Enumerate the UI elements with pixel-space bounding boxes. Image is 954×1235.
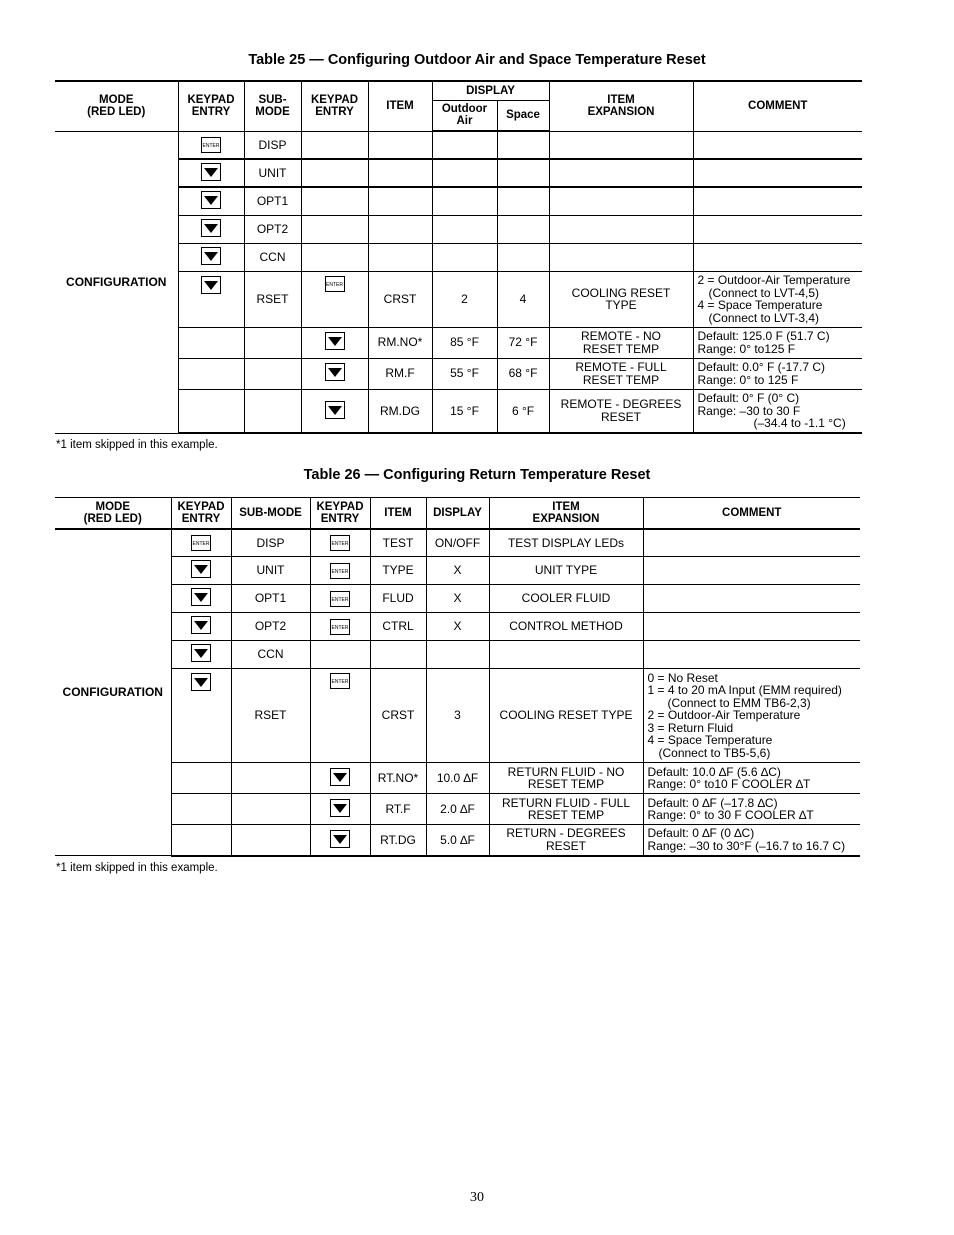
submode-cell: RSET — [231, 669, 310, 763]
down-arrow-key-icon — [201, 247, 221, 265]
comment-cell-line: Default: 125.0 F (51.7 C) — [697, 329, 830, 343]
enter-key-icon: ENTER — [330, 563, 350, 579]
comment-cell-line: Range: 0° to125 F — [697, 341, 796, 356]
item-expansion-cell — [549, 215, 693, 243]
submode-cell: UNIT — [244, 159, 301, 187]
display-cell: 5.0 ∆F — [426, 825, 489, 856]
comment-cell-line: Range: 0° to 125 F — [697, 372, 799, 387]
table-25-title: Table 25 — Configuring Outdoor Air and Space Temperature Reset — [248, 52, 706, 68]
item-cell: CRST — [370, 669, 426, 763]
submode-cell: DISP — [231, 529, 310, 557]
keypad-entry-cell — [310, 585, 370, 613]
comment-cell-line: Range: –30 to 30 F — [697, 403, 801, 418]
item-cell: RM.DG — [368, 389, 432, 433]
table-row — [55, 763, 860, 794]
submode-cell: DISP — [244, 131, 301, 159]
keypad-entry-cell — [171, 585, 231, 613]
item-expansion-cell-line: RESET TEMP — [527, 808, 605, 822]
table-25 — [55, 80, 862, 434]
item-cell: TEST — [370, 529, 426, 557]
display-cell: 3 — [426, 669, 489, 763]
empty-cell — [301, 131, 368, 159]
down-arrow-key-icon — [325, 332, 345, 350]
enter-key-icon: ENTER — [191, 535, 211, 551]
comment-cell-line: (Connect to LVT-3,4) — [708, 310, 820, 325]
table-row — [55, 669, 860, 763]
empty-cell — [301, 215, 368, 243]
submode-cell — [244, 389, 301, 433]
item-cell — [368, 187, 432, 215]
comment-cell-line: Default: 10.0 ∆F (5.6 ∆C) — [647, 764, 781, 779]
keypad-entry-cell — [310, 613, 370, 641]
keypad-entry-cell — [310, 669, 370, 763]
display-space-cell: 6 °F — [497, 389, 549, 433]
empty-cell — [178, 358, 244, 389]
item-cell: CTRL — [370, 613, 426, 641]
comment-cell-line: 3 = Return Fluid — [647, 720, 734, 735]
item-cell: RM.F — [368, 358, 432, 389]
comment-cell — [643, 613, 860, 641]
header-keypad-entry: KEYPAD ENTRY — [178, 81, 244, 131]
item-expansion-cell — [489, 529, 643, 557]
item-cell — [368, 243, 432, 271]
table-row — [55, 794, 860, 825]
comment-cell — [693, 358, 862, 389]
down-arrow-key-icon — [191, 673, 211, 691]
mode-configuration: CONFIGURATION — [55, 529, 171, 856]
comment-cell — [693, 131, 862, 159]
header-comment: COMMENT — [693, 81, 862, 131]
item-cell: RM.NO* — [368, 327, 432, 358]
submode-cell — [244, 358, 301, 389]
item-expansion-cell-line: TYPE — [605, 298, 637, 312]
header-item: ITEM — [370, 498, 426, 529]
comment-cell-line: 0 = No Reset — [647, 670, 718, 685]
item-expansion-cell — [549, 271, 693, 327]
submode-cell — [231, 794, 310, 825]
item-expansion-cell-line: RETURN - DEGREES — [506, 826, 626, 841]
keypad-entry-cell — [310, 529, 370, 557]
display-outdoor-cell: 85 °F — [432, 327, 497, 358]
table-row — [55, 529, 860, 557]
comment-cell — [693, 389, 862, 433]
keypad-entry-cell — [171, 613, 231, 641]
comment-cell-line: (Connect to EMM TB6-2,3) — [667, 695, 811, 710]
keypad-entry-cell — [310, 794, 370, 825]
empty-cell — [178, 327, 244, 358]
display-space-cell — [497, 187, 549, 215]
table-row — [55, 585, 860, 613]
header-display: DISPLAY — [426, 498, 489, 529]
item-cell — [368, 131, 432, 159]
comment-cell-line: Default: 0 ∆F (0 ∆C) — [647, 826, 755, 841]
empty-cell — [301, 243, 368, 271]
comment-cell — [643, 825, 860, 856]
comment-cell — [693, 327, 862, 358]
display-space-cell — [497, 131, 549, 159]
down-arrow-key-icon — [201, 276, 221, 294]
page-number: 30 — [470, 1190, 484, 1205]
comment-cell — [693, 271, 862, 327]
comment-cell-line: 1 = 4 to 20 mA Input (EMM required) — [647, 683, 842, 698]
down-arrow-key-icon — [191, 644, 211, 662]
item-expansion-cell — [489, 763, 643, 794]
item-expansion-cell-line: TEST DISPLAY LEDs — [507, 535, 625, 550]
enter-key-icon: ENTER — [330, 619, 350, 635]
item-expansion-cell-line: REMOTE - FULL — [575, 360, 667, 374]
display-outdoor-cell — [432, 187, 497, 215]
table-26 — [55, 497, 860, 857]
item-expansion-cell-line: RESET — [601, 409, 642, 424]
comment-cell — [693, 243, 862, 271]
display-space-cell: 72 °F — [497, 327, 549, 358]
keypad-entry-cell — [178, 243, 244, 271]
item-expansion-cell — [489, 825, 643, 856]
item-cell — [370, 641, 426, 669]
item-expansion-cell-line: REMOTE - DEGREES — [560, 397, 682, 412]
submode-cell: OPT2 — [231, 613, 310, 641]
comment-cell-line: 2 = Outdoor-Air Temperature — [647, 708, 801, 723]
display-cell: X — [426, 557, 489, 585]
comment-cell — [693, 159, 862, 187]
header-display: DISPLAY — [432, 81, 549, 100]
header-submode: SUB-MODE — [231, 498, 310, 529]
item-expansion-cell-line: CONTROL METHOD — [509, 619, 623, 634]
item-expansion-cell-line: RESET TEMP — [582, 341, 660, 356]
keypad-entry-cell — [178, 187, 244, 215]
display-outdoor-cell: 55 °F — [432, 358, 497, 389]
item-expansion-cell — [549, 187, 693, 215]
item-cell — [368, 159, 432, 187]
down-arrow-key-icon — [191, 588, 211, 606]
header-keypad-entry-2: KEYPAD ENTRY — [301, 81, 368, 131]
comment-cell-line: (Connect to TB5-5,6) — [658, 745, 771, 760]
submode-cell: OPT1 — [231, 585, 310, 613]
comment-cell — [643, 641, 860, 669]
table-row — [55, 613, 860, 641]
submode-cell — [231, 763, 310, 794]
submode-cell: CCN — [244, 243, 301, 271]
display-space-cell: 4 — [497, 271, 549, 327]
header-submode: SUB- MODE — [244, 81, 301, 131]
item-expansion-cell-line: UNIT TYPE — [534, 563, 598, 578]
keypad-entry-cell — [171, 557, 231, 585]
display-space-cell — [497, 215, 549, 243]
keypad-entry-cell — [178, 159, 244, 187]
keypad-entry-cell — [301, 358, 368, 389]
header-item: ITEM — [368, 81, 432, 131]
header-display-space: Space — [497, 100, 549, 131]
empty-cell — [178, 389, 244, 433]
empty-cell — [301, 187, 368, 215]
down-arrow-key-icon — [201, 191, 221, 209]
keypad-entry-cell — [301, 389, 368, 433]
display-outdoor-cell: 15 °F — [432, 389, 497, 433]
display-outdoor-cell — [432, 215, 497, 243]
display-cell: 10.0 ∆F — [426, 763, 489, 794]
down-arrow-key-icon — [191, 560, 211, 578]
comment-cell — [643, 557, 860, 585]
keypad-entry-cell — [178, 271, 244, 327]
item-expansion-cell — [549, 389, 693, 433]
item-expansion-cell-line: RESET TEMP — [582, 372, 660, 387]
item-expansion-cell — [489, 641, 643, 669]
header-display-outdoor-air: Outdoor Air — [432, 100, 497, 131]
item-expansion-cell — [489, 585, 643, 613]
comment-cell — [643, 585, 860, 613]
display-space-cell — [497, 159, 549, 187]
comment-cell-line: 4 = Space Temperature — [647, 733, 773, 748]
down-arrow-key-icon — [330, 799, 350, 817]
comment-cell — [693, 215, 862, 243]
empty-cell — [171, 825, 231, 856]
item-expansion-cell-line: RETURN FLUID - FULL — [501, 795, 630, 810]
item-expansion-cell — [489, 557, 643, 585]
display-cell — [426, 641, 489, 669]
item-expansion-cell-line: RESET TEMP — [527, 777, 605, 791]
comment-cell-line: Default: 0.0° F (-17.7 C) — [697, 360, 826, 374]
empty-cell — [301, 159, 368, 187]
table-25-body — [55, 131, 862, 433]
header-item-expansion: ITEM EXPANSION — [489, 498, 643, 529]
down-arrow-key-icon — [201, 163, 221, 181]
down-arrow-key-icon — [201, 219, 221, 237]
item-expansion-cell-line: COOLING RESET TYPE — [499, 708, 633, 723]
item-expansion-cell — [549, 327, 693, 358]
comment-cell-line: Range: 0° to10 F COOLER ∆T — [647, 777, 811, 791]
keypad-entry-cell — [178, 131, 244, 159]
item-cell: RT.DG — [370, 825, 426, 856]
submode-cell: RSET — [244, 271, 301, 327]
item-cell — [368, 215, 432, 243]
display-cell: ON/OFF — [426, 529, 489, 557]
table-row — [55, 641, 860, 669]
table-26-title: Table 26 — Configuring Return Temperature Reset — [303, 467, 651, 483]
item-cell: RT.F — [370, 794, 426, 825]
empty-cell — [171, 794, 231, 825]
down-arrow-key-icon — [330, 768, 350, 786]
comment-cell — [643, 529, 860, 557]
down-arrow-key-icon — [325, 401, 345, 419]
header-comment: COMMENT — [643, 498, 860, 529]
keypad-entry-cell — [178, 215, 244, 243]
display-outdoor-cell: 2 — [432, 271, 497, 327]
keypad-entry-cell — [301, 271, 368, 327]
display-space-cell — [497, 243, 549, 271]
item-cell: TYPE — [370, 557, 426, 585]
empty-cell — [171, 763, 231, 794]
display-cell: 2.0 ∆F — [426, 794, 489, 825]
down-arrow-key-icon — [330, 830, 350, 848]
empty-cell — [310, 641, 370, 669]
keypad-entry-cell — [301, 327, 368, 358]
enter-key-icon: ENTER — [201, 137, 221, 153]
keypad-entry-cell — [310, 825, 370, 856]
item-expansion-cell-line: REMOTE - NO — [581, 329, 662, 343]
item-expansion-cell — [489, 613, 643, 641]
item-expansion-cell-line: COOLING RESET — [571, 285, 671, 300]
item-expansion-cell — [489, 794, 643, 825]
item-expansion-cell-line: COOLER FLUID — [521, 591, 611, 606]
submode-cell: CCN — [231, 641, 310, 669]
comment-cell-line: 2 = Outdoor-Air Temperature — [697, 273, 851, 287]
table-26-footnote: *1 item skipped in this example. — [56, 862, 218, 874]
submode-cell — [231, 825, 310, 856]
enter-key-icon: ENTER — [330, 535, 350, 551]
enter-key-icon: ENTER — [330, 591, 350, 607]
display-cell: X — [426, 585, 489, 613]
submode-cell: OPT2 — [244, 215, 301, 243]
header-keypad-entry-2: KEYPAD ENTRY — [310, 498, 370, 529]
comment-cell-line: (–34.4 to -1.1 °C) — [753, 416, 846, 430]
keypad-entry-cell — [171, 669, 231, 763]
item-expansion-cell — [549, 131, 693, 159]
table-row — [55, 825, 860, 856]
comment-cell-line: Default: 0° F (0° C) — [697, 391, 800, 405]
item-cell: CRST — [368, 271, 432, 327]
display-outdoor-cell — [432, 131, 497, 159]
enter-key-icon: ENTER — [325, 276, 345, 292]
item-cell: FLUD — [370, 585, 426, 613]
submode-cell: UNIT — [231, 557, 310, 585]
table-26-body — [55, 529, 860, 856]
comment-cell-line: (Connect to LVT-4,5) — [708, 285, 820, 300]
comment-cell-line: Range: 0° to 30 F COOLER ∆T — [647, 808, 814, 822]
display-outdoor-cell — [432, 243, 497, 271]
table-25-footnote: *1 item skipped in this example. — [56, 439, 218, 451]
comment-cell-line: Default: 0 ∆F (–17.8 ∆C) — [647, 795, 778, 810]
item-expansion-cell — [489, 669, 643, 763]
comment-cell-line: Range: –30 to 30°F (–16.7 to 16.7 C) — [647, 838, 846, 853]
down-arrow-key-icon — [325, 363, 345, 381]
item-expansion-cell-line: RETURN FLUID - NO — [507, 764, 625, 779]
comment-cell — [643, 763, 860, 794]
item-cell: RT.NO* — [370, 763, 426, 794]
mode-configuration: CONFIGURATION — [55, 131, 178, 433]
comment-cell — [643, 669, 860, 763]
comment-cell-line: 4 = Space Temperature — [697, 298, 823, 312]
keypad-entry-cell — [310, 763, 370, 794]
down-arrow-key-icon — [191, 616, 211, 634]
comment-cell — [693, 187, 862, 215]
submode-cell: OPT1 — [244, 187, 301, 215]
header-keypad-entry: KEYPAD ENTRY — [171, 498, 231, 529]
display-cell: X — [426, 613, 489, 641]
header-mode: MODE (RED LED) — [55, 498, 171, 529]
display-outdoor-cell — [432, 159, 497, 187]
keypad-entry-cell — [310, 557, 370, 585]
comment-cell — [643, 794, 860, 825]
item-expansion-cell — [549, 358, 693, 389]
item-expansion-cell — [549, 159, 693, 187]
display-space-cell: 68 °F — [497, 358, 549, 389]
item-expansion-cell — [549, 243, 693, 271]
header-item-expansion: ITEM EXPANSION — [549, 81, 693, 131]
table-row — [55, 557, 860, 585]
submode-cell — [244, 327, 301, 358]
keypad-entry-cell — [171, 641, 231, 669]
header-mode: MODE (RED LED) — [55, 81, 178, 131]
table-row — [55, 131, 862, 159]
keypad-entry-cell — [171, 529, 231, 557]
item-expansion-cell-line: RESET — [545, 838, 586, 853]
enter-key-icon: ENTER — [330, 673, 350, 689]
